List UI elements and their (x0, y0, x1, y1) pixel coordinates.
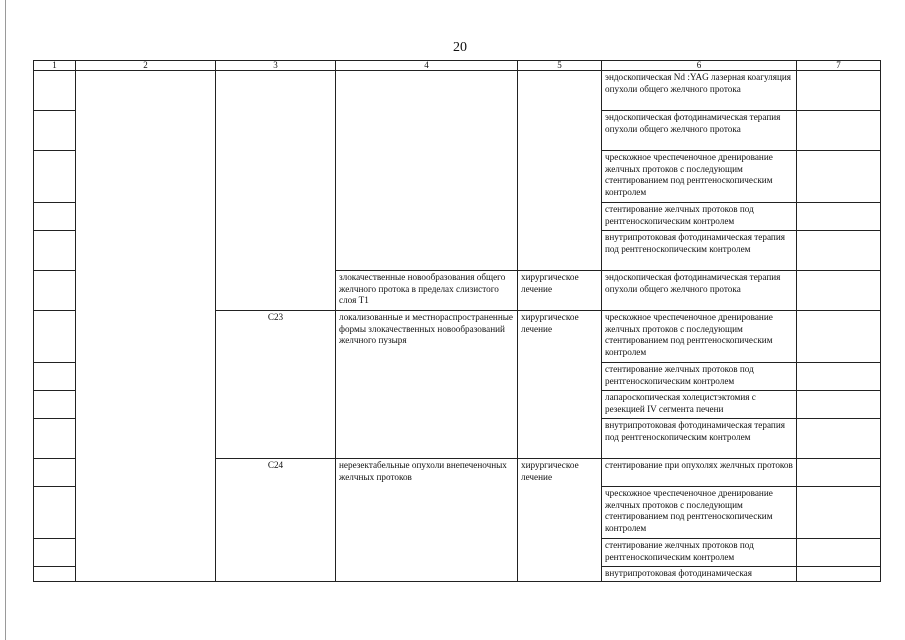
column-header-6: 6 (602, 61, 797, 71)
cell-col1 (34, 151, 76, 203)
cell-col7 (797, 231, 881, 271)
cell-col1 (34, 487, 76, 539)
column-number-row (34, 61, 881, 71)
table-row (34, 71, 881, 111)
cell-treatment: хирургическое лечение (518, 271, 602, 311)
cell-col1 (34, 71, 76, 111)
cell-col7 (797, 271, 881, 311)
cell-col7 (797, 203, 881, 231)
cell-col1 (34, 311, 76, 363)
cell-method: эндоскопическая Nd :YAG лазерная коагуляция опухоли общего желчного протока (602, 71, 797, 111)
cell-col7 (797, 539, 881, 567)
cell-diagnosis: нерезектабельные опухоли внепеченочных желчных протоков (336, 459, 518, 582)
cell-diagnosis: злокачественные новообразования общего желчного протока в пределах слизистого слоя T1 (336, 271, 518, 311)
cell-method: внутрипротоковая фотодинамическая терапия под рентгеноскопическим контролем (602, 231, 797, 271)
cell-method: чрескожное чреспеченочное дренирование желчных протоков с последующим стентированием под рентгеноскопическим контролем (602, 487, 797, 539)
cell-col7 (797, 391, 881, 419)
cell-col1 (34, 459, 76, 487)
cell-method: чрескожное чреспеченочное дренирование желчных протоков с последующим стентированием под рентгеноскопическим контролем (602, 311, 797, 363)
cell-col7 (797, 487, 881, 539)
cell-col7 (797, 71, 881, 111)
column-header-3: 3 (216, 61, 336, 71)
cell-method: эндоскопическая фотодинамическая терапия опухоли общего желчного протока (602, 271, 797, 311)
cell-col1 (34, 539, 76, 567)
cell-col7 (797, 459, 881, 487)
cell-diagnosis: локализованные и местнораспространенные формы злокачественных новообразований желчного пузыря (336, 311, 518, 459)
cell-method: стентирование желчных протоков под рентгеноскопическим контролем (602, 539, 797, 567)
cell-col1 (34, 567, 76, 582)
cell-code: C23 (216, 311, 336, 459)
cell-col7 (797, 363, 881, 391)
cell-treatment (518, 71, 602, 271)
cell-col1 (34, 419, 76, 459)
cell-col1 (34, 271, 76, 311)
cell-method: внутрипротоковая фотодинамическая (602, 567, 797, 582)
column-header-2: 2 (76, 61, 216, 71)
cell-code (216, 71, 336, 311)
scan-left-edge (5, 0, 6, 640)
cell-col1 (34, 111, 76, 151)
cell-col7 (797, 567, 881, 582)
cell-col7 (797, 111, 881, 151)
cell-col7 (797, 311, 881, 363)
cell-diagnosis (336, 71, 518, 271)
column-header-7: 7 (797, 61, 881, 71)
cell-method: эндоскопическая фотодинамическая терапия опухоли общего желчного протока (602, 111, 797, 151)
cell-col1 (34, 231, 76, 271)
cell-col2 (76, 71, 216, 582)
column-header-1: 1 (34, 61, 76, 71)
cell-col7 (797, 151, 881, 203)
cell-method: стентирование желчных протоков под рентгеноскопическим контролем (602, 363, 797, 391)
cell-col1 (34, 363, 76, 391)
cell-col1 (34, 391, 76, 419)
cell-method: стентирование при опухолях желчных протоков (602, 459, 797, 487)
treatment-methods-table (33, 60, 881, 582)
cell-method: стентирование желчных протоков под рентгеноскопическим контролем (602, 203, 797, 231)
cell-method: чрескожное чреспеченочное дренирование желчных протоков с последующим стентированием под рентгеноскопическим контролем (602, 151, 797, 203)
column-header-5: 5 (518, 61, 602, 71)
cell-treatment: хирургическое лечение (518, 459, 602, 582)
cell-col7 (797, 419, 881, 459)
cell-col1 (34, 203, 76, 231)
cell-method: внутрипротоковая фотодинамическая терапия под рентгеноскопическим контролем (602, 419, 797, 459)
cell-code: C24 (216, 459, 336, 582)
cell-treatment: хирургическое лечение (518, 311, 602, 459)
column-header-4: 4 (336, 61, 518, 71)
cell-method: лапароскопическая холецистэктомия с резекцией IV сегмента печени (602, 391, 797, 419)
page-number: 20 (453, 40, 467, 55)
